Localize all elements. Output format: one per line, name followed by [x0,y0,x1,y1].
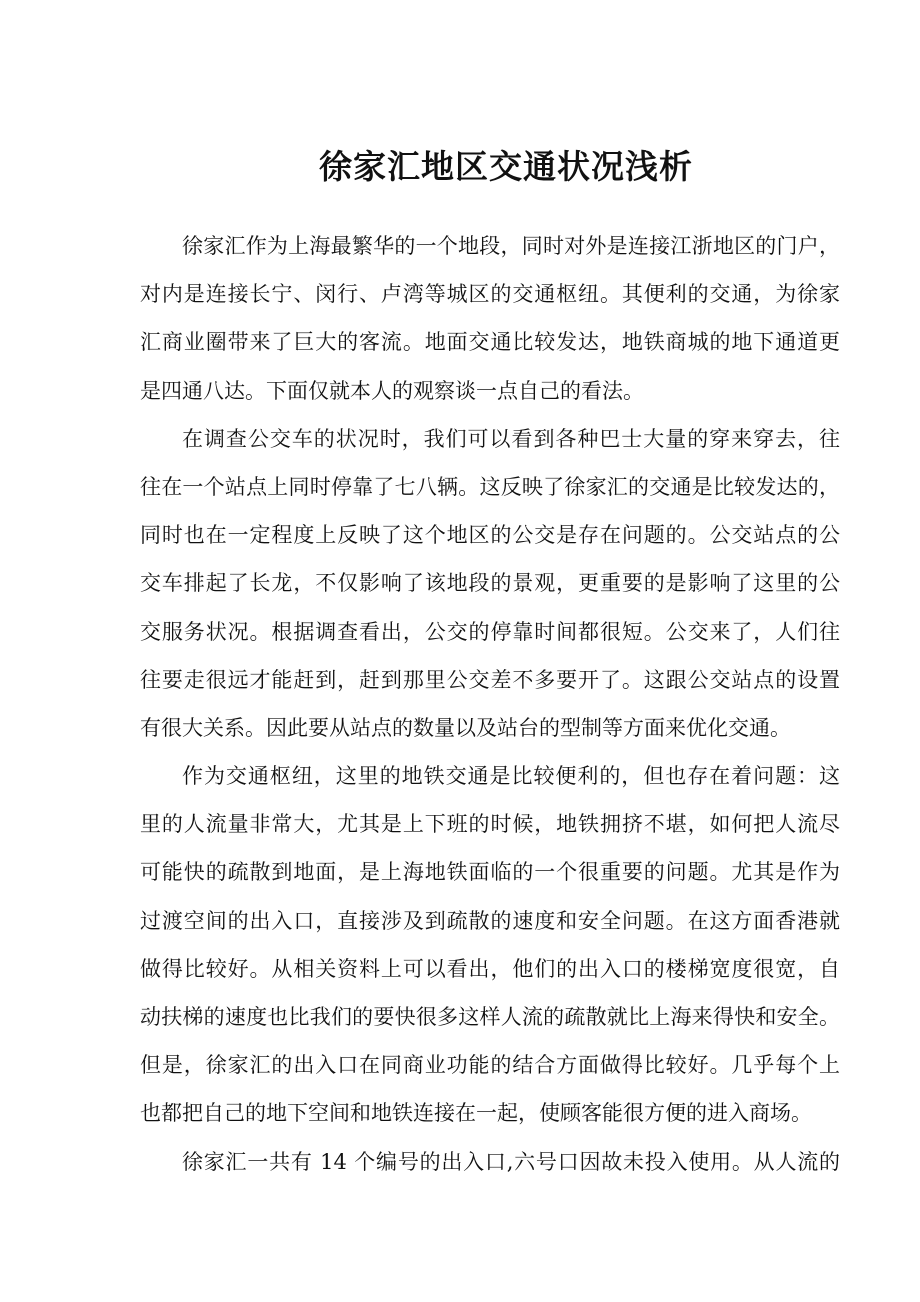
text-line: 里的人流量非常大，尤其是上下班的时候，地铁拥挤不堪，如何把人流尽 [140,812,840,837]
text-line: 做得比较好。从相关资料上可以看出，他们的出入口的楼梯宽度很宽，自 [140,956,840,981]
text-line: 往在一个站点上同时停靠了七八辆。这反映了徐家汇的交通是比较发达的， [140,474,840,499]
text-line: 但是，徐家汇的出入口在同商业功能的结合方面做得比较好。几乎每个上 [140,1053,840,1078]
document-title: 徐家汇地区交通状况浅析 [319,147,693,186]
text-line: 过渡空间的出入口，直接涉及到疏散的速度和安全问题。在这方面香港就 [140,908,840,933]
text-line: 有很大关系。因此要从站点的数量以及站台的型制等方面来优化交通。 [140,715,791,740]
text-line: 在调查公交车的状况时，我们可以看到各种巴士大量的穿来穿去，往 [182,426,840,451]
text-line: 可能快的疏散到地面，是上海地铁面临的一个很重要的问题。尤其是作为 [140,860,840,885]
text-line: 对内是连接长宁、闵行、卢湾等城区的交通枢纽。其便利的交通，为徐家 [140,282,840,307]
text-line: 往要走很远才能赶到，赶到那里公交差不多要开了。这跟公交站点的设置 [140,667,840,692]
text-line: 交服务状况。根据调查看出，公交的停靠时间都很短。公交来了，人们往 [140,619,840,644]
text-line: 同时也在一定程度上反映了这个地区的公交是存在问题的。公交站点的公 [140,523,840,548]
text-line: 动扶梯的速度也比我们的要快很多这样人流的疏散就比上海来得快和安全。 [140,1005,840,1029]
text-line: 是四通八达。下面仅就本人的观察谈一点自己的看法。 [140,378,644,403]
document-body [140,222,840,1186]
text-line: 交车排起了长龙，不仅影响了该地段的景观，更重要的是影响了这里的公 [140,571,840,596]
text-line: 汇商业圈带来了巨大的客流。地面交通比较发达，地铁商城的地下通道更 [140,330,840,355]
text-line: 也都把自己的地下空间和地铁连接在一起，使顾客能很方便的进入商场。 [140,1101,812,1126]
text-line: 徐家汇一共有 14 个编号的出入口,六号口因故未投入使用。从人流的 [182,1149,840,1174]
text-line: 作为交通枢纽，这里的地铁交通是比较便利的，但也存在着问题：这 [182,764,840,789]
text-line: 徐家汇作为上海最繁华的一个地段，同时对外是连接江浙地区的门户， [182,234,840,258]
